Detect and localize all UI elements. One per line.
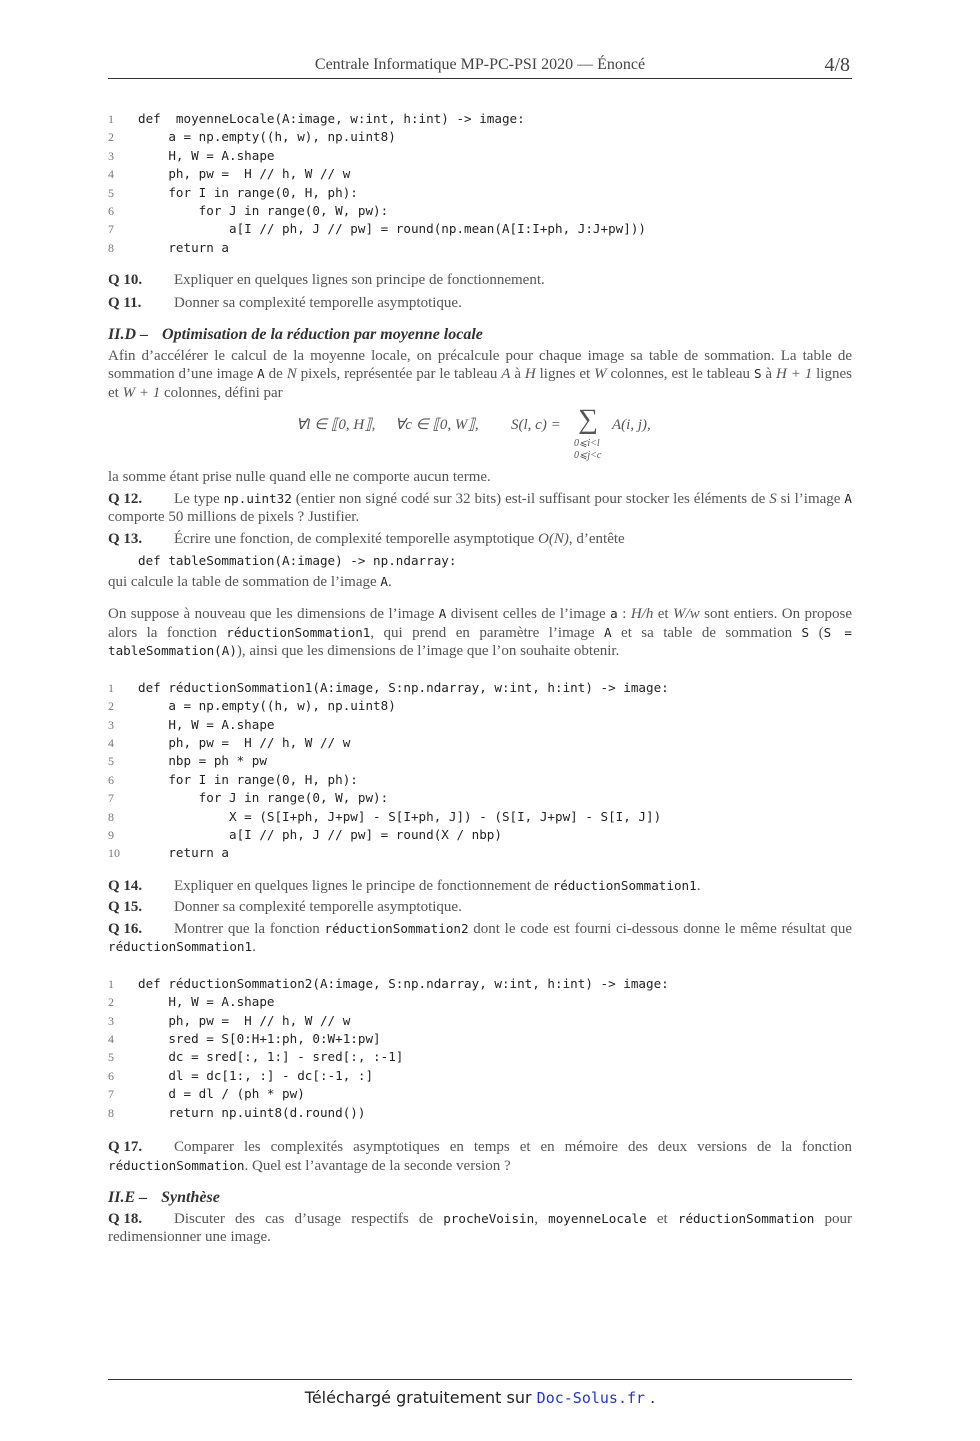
header-title: Centrale Informatique MP-PC-PSI 2020 — Énoncé [314, 56, 646, 73]
code-line [108, 826, 852, 844]
line-number: 6 [108, 1068, 114, 1083]
code-line [108, 1012, 852, 1030]
question-17: Q 17. Comparer les complexités asymptotiques en temps et en mémoire des deux versions de la fonction réductionSommation. Quel est l’avantage de la seconde version ? [108, 1139, 852, 1174]
code-line [108, 975, 852, 993]
code-text: def réductionSommation2(A:image, S:np.ndarray, w:int, h:int) -> image: [138, 975, 669, 991]
line-number: 3 [108, 148, 114, 163]
footer-text: Téléchargé gratuitement sur [304, 1388, 537, 1407]
code-line [108, 1030, 852, 1048]
code-line [108, 679, 852, 697]
line-number: 8 [108, 1105, 114, 1120]
code-block-reduction-sommation1 [108, 679, 852, 863]
line-number: 8 [108, 240, 114, 255]
line-number: 8 [108, 809, 114, 824]
code-line [108, 734, 852, 752]
code-line [108, 697, 852, 715]
function-signature: def tableSommation(A:image) -> np.ndarray: [138, 553, 457, 569]
code-text: def moyenneLocale(A:image, w:int, h:int) -> image: [138, 111, 525, 126]
question-18: Q 18. Discuter des cas d’usage respectifs de procheVoisin, moyenneLocale et réductionSommation pour redimensionner une image. [108, 1210, 853, 1246]
section-heading-iid: II.D – Optimisation de la réduction par moyenne locale [108, 326, 483, 344]
line-number: 5 [108, 1050, 114, 1065]
line-number: 4 [108, 167, 114, 182]
code-line [108, 128, 852, 146]
line-number: 5 [108, 185, 114, 200]
code-text: dl = dc[1:, :] - dc[:-1, :] [138, 1067, 374, 1083]
code-line [108, 147, 852, 165]
code-text: return np.uint8(d.round()) [138, 1104, 366, 1120]
line-number: 4 [108, 1032, 114, 1047]
code-line [108, 808, 852, 826]
code-line [108, 184, 852, 202]
line-number: 1 [108, 680, 114, 695]
line-number: 3 [108, 1013, 114, 1028]
section-heading-iie: II.E – Synthèse [108, 1189, 220, 1207]
line-number: 6 [108, 772, 114, 787]
question-16: Q 16. Montrer que la fonction réductionSommation2 dont le code est fourni ci-dessous donne le même résultat que réductionSommation1. [108, 920, 853, 956]
code-line [108, 1067, 852, 1085]
line-number: 1 [108, 112, 114, 126]
formula-note: la somme étant prise nulle quand elle ne comporte aucun terme. [108, 469, 491, 486]
code-block-moyenne-locale [108, 110, 852, 257]
code-line [108, 220, 852, 238]
code-line [108, 239, 852, 257]
code-text: d = dl / (ph * pw) [138, 1086, 305, 1102]
line-number: 6 [108, 204, 114, 219]
code-line [108, 202, 852, 220]
code-text: H, W = A.shape [138, 147, 275, 163]
code-text: ph, pw = H // h, W // w [138, 1012, 351, 1028]
code-text: nbp = ph * pw [138, 753, 267, 769]
paragraph-reduction: On suppose à nouveau que les dimensions de l’image A divisent celles de l’image a : H/h et W/w sont entiers. On propose alors la fonction réductionSommation1, qui prend en paramètre l’image A et sa table de sommation S (S = tableSommation(A)), ainsi que les dimensions de l’image que l’on souhaite obtenir. [108, 606, 853, 660]
doc-solus-link[interactable]: Doc-Solus.fr [536, 1389, 646, 1407]
line-number: 7 [108, 1087, 114, 1102]
code-line [108, 844, 852, 862]
code-line [108, 1104, 852, 1122]
page-header [108, 54, 852, 79]
code-block-reduction-sommation2 [108, 975, 852, 1122]
code-text: sred = S[0:H+1:ph, 0:W+1:pw] [138, 1031, 381, 1047]
question-15: Q 15. Donner sa complexité temporelle asymptotique. [108, 899, 462, 916]
line-number: 10 [108, 846, 120, 861]
intro-paragraph: Afin d’accélérer le calcul de la moyenne locale, on précalcule pour chaque image sa table de sommation. La table de sommation d’une image A de N pixels, représentée par le tableau A à H lignes et W colonnes, est le tableau S à H + 1 lignes et W + 1 colonnes, défini par [108, 347, 852, 401]
code-text: for I in range(0, H, ph): [138, 771, 358, 787]
code-text: a[I // ph, J // pw] = round(np.mean(A[I:I+ph, J:J+pw])) [138, 221, 646, 237]
code-text: a[I // ph, J // pw] = round(X / nbp) [138, 827, 502, 842]
code-text: a = np.empty((h, w), np.uint8) [138, 129, 396, 145]
line-number: 2 [108, 130, 114, 145]
line-number: 7 [108, 222, 114, 237]
code-line [108, 771, 852, 789]
summation-formula: ∀l ∈ ⟦0, H⟧, ∀c ∈ ⟦0, W⟧, S(l, c) = ∑ 0⩽i<l 0⩽j<c A(i, j), [296, 404, 651, 462]
line-number: 2 [108, 995, 114, 1010]
question-13: Q 13. Écrire une fonction, de complexité temporelle asymptotique O(N), d’entête [108, 530, 625, 547]
code-text: dc = sred[:, 1:] - sred[:, :-1] [138, 1049, 404, 1065]
code-line [108, 1048, 852, 1066]
line-number: 3 [108, 717, 114, 732]
code-text: for I in range(0, H, ph): [138, 184, 358, 200]
question-12: Q 12. Le type np.uint32 (entier non signé codé sur 32 bits) est-il suffisant pour stocker les éléments de S si l’image A comporte 50 millions de pixels ? Justifier. [108, 490, 852, 526]
code-text: X = (S[I+ph, J+pw] - S[I+ph, J]) - (S[I, J+pw] - S[I, J]) [138, 808, 662, 824]
code-text: def réductionSommation1(A:image, S:np.ndarray, w:int, h:int) -> image: [138, 679, 669, 695]
code-text: return a [138, 845, 229, 861]
question-14: Q 14. Expliquer en quelques lignes le principe de fonctionnement de réductionSommation1. [108, 877, 701, 894]
code-text: for J in range(0, W, pw): [138, 203, 389, 219]
line-number: 1 [108, 976, 114, 991]
code-text: ph, pw = H // h, W // w [138, 166, 351, 182]
code-text: ph, pw = H // h, W // w [138, 734, 351, 750]
code-line [108, 110, 852, 128]
code-line [108, 752, 852, 770]
line-number: 5 [108, 754, 114, 769]
code-text: H, W = A.shape [138, 994, 275, 1010]
code-text: for J in range(0, W, pw): [138, 790, 389, 806]
question-10: Q 10. Expliquer en quelques lignes son principe de fonctionnement. [108, 272, 545, 289]
question-11: Q 11. Donner sa complexité temporelle asymptotique. [108, 294, 462, 311]
page-footer: Téléchargé gratuitement sur Doc-Solus.fr . [108, 1379, 852, 1407]
line-number: 7 [108, 791, 114, 806]
code-line [108, 789, 852, 807]
code-text: a = np.empty((h, w), np.uint8) [138, 698, 396, 714]
code-line [108, 1085, 852, 1103]
code-text: return a [138, 239, 229, 255]
code-text: H, W = A.shape [138, 716, 275, 732]
line-number: 4 [108, 735, 114, 750]
line-number: 2 [108, 699, 114, 714]
question-13-end: qui calcule la table de sommation de l’image A. [108, 573, 392, 590]
line-number: 9 [108, 828, 114, 842]
code-line [108, 165, 852, 183]
page-content [108, 110, 852, 1247]
page-number: 4/8 [824, 54, 850, 76]
code-line [108, 716, 852, 734]
code-line [108, 993, 852, 1011]
